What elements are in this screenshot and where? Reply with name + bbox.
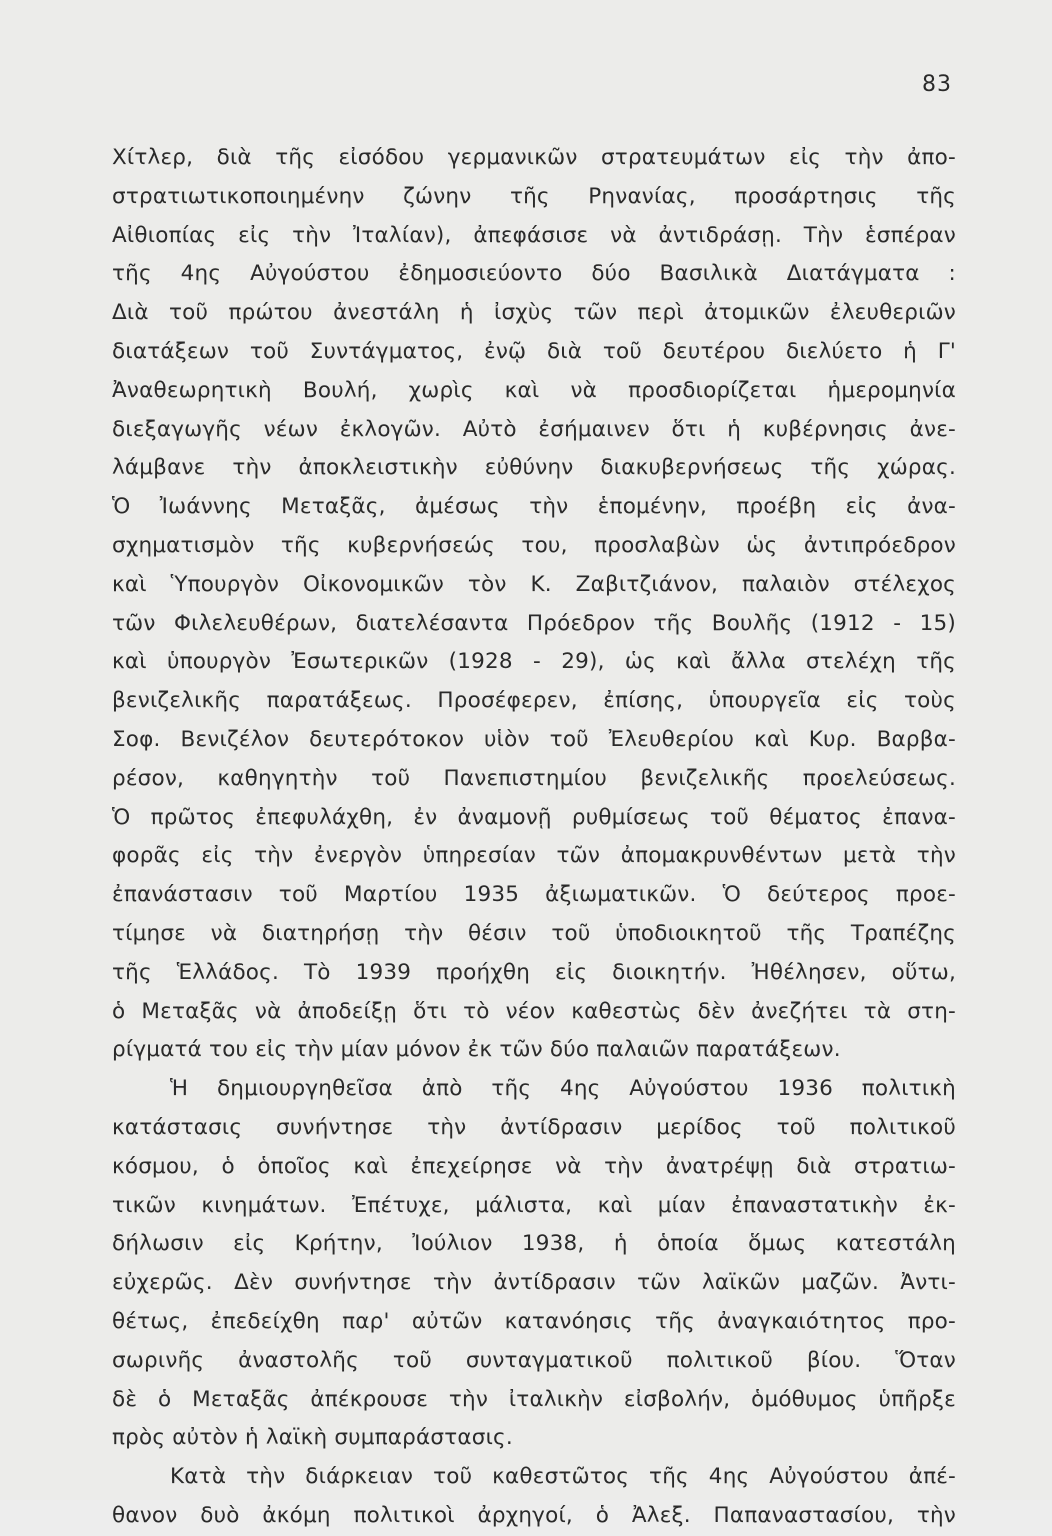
text-line: στρατιωτικοποιημένην ζώνην τῆς Ρηνανίας, προσάρτησις τῆς: [112, 183, 956, 209]
text-line: Κατὰ τὴν διάρκειαν τοῦ καθεστῶτος τῆς 4ης Αὐγούστου ἀπέ-: [170, 1464, 956, 1490]
text-line: θανον δυὸ ἀκόμη πολιτικοὶ ἀρχηγοί, ὁ Ἀλεξ. Παπαναστασίου, τὴν: [112, 1502, 956, 1528]
text-line: διατάξεων τοῦ Συντάγματος, ἐνῷ διὰ τοῦ δευτέρου διελύετο ἡ Γ': [112, 338, 956, 364]
text-line: σωρινῆς ἀναστολῆς τοῦ συνταγματικοῦ πολιτικοῦ βίου. Ὅταν: [112, 1347, 956, 1373]
text-line: Αἰθιοπίας εἰς τὴν Ἰταλίαν), ἀπεφάσισε νὰ ἀντιδράσῃ. Τὴν ἑσπέραν: [112, 222, 956, 248]
text-line: λάμβανε τὴν ἀποκλειστικὴν εὐθύνην διακυβερνήσεως τῆς χώρας.: [112, 455, 956, 481]
text-line: καὶ Ὑπουργὸν Οἰκονομικῶν τὸν Κ. Ζαβιτζιάνον, παλαιὸν στέλεχος: [112, 571, 956, 597]
text-line: Ὁ Ἰωάννης Μεταξᾶς, ἀμέσως τὴν ἑπομένην, προέβη εἰς ἀνα-: [112, 494, 956, 520]
text-line: κόσμου, ὁ ὁποῖος καὶ ἐπεχείρησε νὰ τὴν ἀνατρέψῃ διὰ στρατιω-: [112, 1153, 956, 1179]
text-line: διεξαγωγῆς νέων ἐκλογῶν. Αὐτὸ ἐσήμαινεν ὅτι ἡ κυβέρνησις ἀνε-: [112, 416, 956, 442]
text-line: τικῶν κινημάτων. Ἐπέτυχε, μάλιστα, καὶ μίαν ἐπαναστατικὴν ἐκ-: [112, 1192, 956, 1218]
page-number: 83: [922, 72, 952, 97]
text-line: τῶν Φιλελευθέρων, διατελέσαντα Πρόεδρον τῆς Βουλῆς (1912 - 15): [112, 610, 956, 636]
text-line: δὲ ὁ Μεταξᾶς ἀπέκρουσε τὴν ἰταλικὴν εἰσβολήν, ὁμόθυμος ὑπῆρξε: [112, 1386, 956, 1412]
text-line: Σοφ. Βενιζέλον δευτερότοκον υἱὸν τοῦ Ἐλευθερίου καὶ Κυρ. Βαρβα-: [112, 726, 956, 752]
text-line: Χίτλερ, διὰ τῆς εἰσόδου γερμανικῶν στρατευμάτων εἰς τὴν ἀπο-: [112, 145, 956, 170]
text-line: Ἀναθεωρητικὴ Βουλή, χωρὶς καὶ νὰ προσδιορίζεται ἡμερομηνία: [112, 377, 956, 403]
text-line: ρέσον, καθηγητὴν τοῦ Πανεπιστημίου βενιζελικῆς προελεύσεως.: [112, 765, 956, 791]
text-line: ὁ Μεταξᾶς νὰ ἀποδείξῃ ὅτι τὸ νέον καθεστὼς δὲν ἀνεζήτει τὰ στη-: [112, 998, 956, 1024]
text-line: σχηματισμὸν τῆς κυβερνήσεώς του, προσλαβὼν ὡς ἀντιπρόεδρον: [112, 532, 956, 558]
text-line: τίμησε νὰ διατηρήσῃ τὴν θέσιν τοῦ ὑποδιοικητοῦ τῆς Τραπέζης: [112, 920, 956, 946]
text-line: βενιζελικῆς παρατάξεως. Προσέφερεν, ἐπίσης, ὑπουργεῖα εἰς τοὺς: [112, 688, 956, 714]
body-text: [112, 139, 956, 1536]
text-line: κατάστασις συνήντησε τὴν ἀντίδρασιν μερίδος τοῦ πολιτικοῦ: [112, 1114, 956, 1140]
text-line: Ὁ πρῶτος ἐπεφυλάχθη, ἐν ἀναμονῇ ρυθμίσεως τοῦ θέματος ἐπανα-: [112, 804, 956, 830]
text-line: εὐχερῶς. Δὲν συνήντησε τὴν ἀντίδρασιν τῶν λαϊκῶν μαζῶν. Ἀντι-: [112, 1270, 956, 1296]
text-line: πρὸς αὐτὸν ἡ λαϊκὴ συμπαράστασις.: [112, 1425, 513, 1451]
text-line: Ἡ δημιουργηθεῖσα ἀπὸ τῆς 4ης Αὐγούστου 1936 πολιτικὴ: [170, 1076, 956, 1102]
text-line: τῆς Ἑλλάδος. Τὸ 1939 προήχθη εἰς διοικητήν. Ἠθέλησεν, οὕτω,: [112, 959, 956, 985]
text-line: ρίγματά του εἰς τὴν μίαν μόνον ἐκ τῶν δύο παλαιῶν παρατάξεων.: [112, 1037, 841, 1063]
text-line: δήλωσιν εἰς Κρήτην, Ἰούλιον 1938, ἡ ὁποία ὅμως κατεστάλη: [112, 1231, 956, 1257]
text-line: τῆς 4ης Αὐγούστου ἐδημοσιεύοντο δύο Βασιλικὰ Διατάγματα :: [112, 261, 956, 287]
text-line: φορᾶς εἰς τὴν ἐνεργὸν ὑπηρεσίαν τῶν ἀπομακρυνθέντων μετὰ τὴν: [112, 843, 956, 869]
text-line: ἐπανάστασιν τοῦ Μαρτίου 1935 ἀξιωματικῶν. Ὁ δεύτερος προε-: [112, 882, 956, 908]
text-line: θέτως, ἐπεδείχθη παρ' αὐτῶν κατανόησις τῆς ἀναγκαιότητος προ-: [112, 1308, 956, 1334]
text-line: Διὰ τοῦ πρώτου ἀνεστάλη ἡ ἰσχὺς τῶν περὶ ἀτομικῶν ἐλευθεριῶν: [112, 300, 956, 326]
text-line: καὶ ὑπουργὸν Ἐσωτερικῶν (1928 - 29), ὡς καὶ ἄλλα στελέχη τῆς: [112, 649, 956, 675]
